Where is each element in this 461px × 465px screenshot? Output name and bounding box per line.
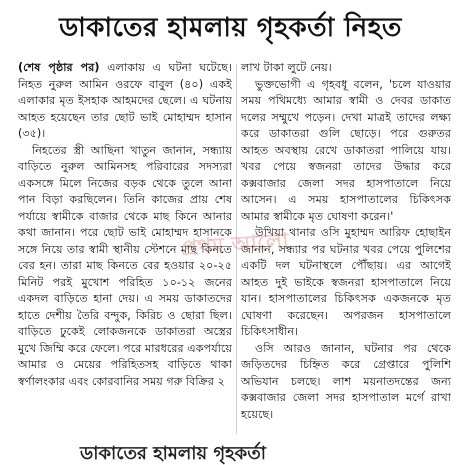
article-paragraph: উখিয়া থানার ওসি মুহাম্মদ আরিফ হোছাইন জানান, সন্ধ্যার পর ঘটনার খবর পেয়ে পুলিশের একটি দল ঘটনাস্থলে পৌঁছায়। এর আগেই আহত দুই ভাইকে স্বজনরা হাসপাতালে নিয়ে যান। হাসপাতালের চিকিৎসক একজনকে মৃত ঘোষণা করেছেন। অপরজন হাসপাতালে চিকিৎসাধীন। — [241, 226, 451, 338]
article-paragraph: ভুক্তভোগী এ গৃহবধূ বলেন, 'চলে যাওয়ার সময় পথিমধ্যে আমার স্বামী ও দেবর ডাকাত দলের সম্মুখে পড়েন। দেখা মাত্রই তাদের লক্ষ্য করে ডাকাতরা গুলি ছোড়ে। পরে গুরুতর আহত অবস্থায় রেখে ডাকাতরা পালিয়ে যায়। খবর পেয়ে স্বজনরা তাদের উদ্ধার করে কক্সবাজার জেলা সদর হাসপাতালে নিয়ে আসেন। এ সময় হাসপাতালের চিকিৎসক আমার স্বামীকে মৃত ঘোষণা করেন।' — [241, 77, 451, 223]
article-paragraph: ওসি আরও জানান, ঘটনার পর থেকে জড়িতদের চিহ্নিত করে গ্রেপ্তারে পুলিশি অভিযান চলছে। লাশ ময়নাতদন্তের জন্য কক্সবাজার জেলা সদর হাসপাতাল মর্গে রাখা হয়েছে। — [241, 341, 451, 421]
article-paragraph — [18, 60, 232, 143]
next-article-headline-fragment: ডাকাতের হামলায় গৃহকর্তা — [80, 443, 266, 464]
article-column-right — [241, 60, 451, 440]
article-column-left — [18, 60, 232, 440]
paragraph-text: এলাকায় এ ঘটনা ঘটেছে। নিহত নুরুল আমিন ওরফে বাবুল (৪০) একই এলাকার মৃত ইসহাক আহমদের ছেলে। এ ঘটনায় আহত হয়েছেন তার ছোট ভাই মোহাম্মদ হাসান (৩৫)। — [18, 61, 233, 140]
column-divider — [236, 64, 237, 434]
article-paragraph: লাখ টাকা লুটে নেয়। — [241, 61, 332, 74]
publisher-watermark: প্রথম আলো — [180, 229, 290, 262]
article-paragraph: নিহতের স্ত্রী আছিনা খাতুন জানান, সন্ধ্যায় বাড়িতে নুরুল আমিনসহ পরিবারের সদস্যরা একসঙ্গে মিলে নিজের বড়ক থেকে তুলে আনা পান বিড়া করছিলেন। তিনি কাজের প্রায় শেষ পর্যায়ে স্বামীকে বাজার থেকে মাছ কিনে আনার কথা জানান। পরে ছোট ভাই মোহাম্মদ হাসানকে সঙ্গে নিয়ে তার স্বামী স্থানীয় স্টেশনে মাছ কিনতে বের হন। তারা মাছ কিনতে বের হওয়ার ২০-২৫ মিনিট পরই মুখোশ পরিহিত ১০-১২ জনের একদল বাড়িতে হানা দেয়। এ সময় ডাকাতদের হাতে দেশীয় তৈরি বন্দুক, কিরিচ ও ছোরা ছিল। বাড়িতে ঢুকেই লোকজনকে ডাকাতরা অস্ত্রের মুখে জিম্মি করে ফেলে। পরে মারধরের একপর্যায়ে আমার ও মেয়ের পরিহিতসহ বাড়িতে থাকা স্বর্ণালংকার এবং কোরবানির সময় গরু বিক্রির ২ — [18, 143, 232, 388]
continuation-kicker: (শেষ পৃষ্ঠার পর) — [18, 61, 100, 74]
article-headline: ডাকাতের হামলায় গৃহকর্তা নিহত — [59, 13, 402, 43]
